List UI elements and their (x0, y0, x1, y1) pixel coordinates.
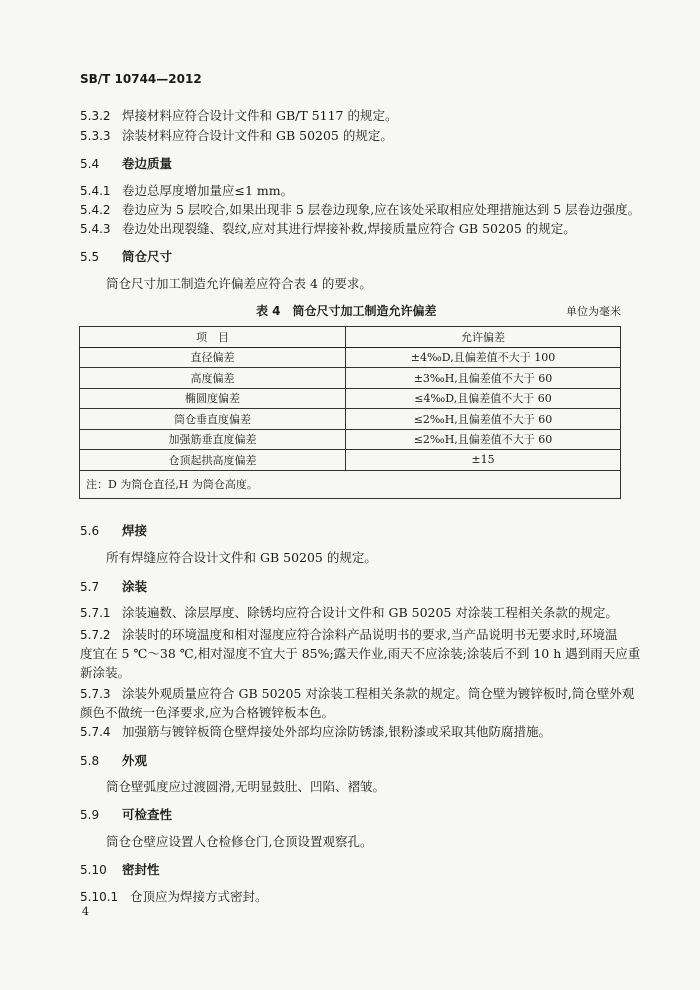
table-cell-tolerance: ±3‰H,且偏差值不大于 60 (346, 368, 621, 389)
table-cell-tolerance: ≤2‰H,且偏差值不大于 60 (346, 429, 621, 450)
clause-text-line: 涂装时的环境温度和相对湿度应符合涂料产品说明书的要求,当产品说明书无要求时,环境温 (122, 627, 618, 642)
clause-number: 5.7.2 (80, 628, 111, 642)
clause-number: 5.7.3 (80, 687, 111, 701)
section-number: 5.7 (80, 580, 100, 594)
clause-5-7-3-continuation: 颜色不做统一色泽要求,应为合格镀锌板本色。 (80, 705, 334, 720)
table-row (80, 450, 621, 471)
standard-code: SB/T 10744—2012 (80, 72, 202, 86)
clause-number: 5.4.3 (80, 222, 111, 236)
table-cell-item: 椭圆度偏差 (80, 388, 346, 409)
section-number: 5.5 (80, 250, 100, 264)
clause-text: 涂装遍数、涂层厚度、除锈均应符合设计文件和 GB 50205 对涂装工程相关条款的规定。 (122, 605, 618, 620)
table-cell-item: 加强筋垂直度偏差 (80, 429, 346, 450)
clause-text: 卷边总厚度增加量应≤1 mm。 (122, 183, 294, 198)
table-cell-tolerance: ±15 (346, 450, 621, 471)
table-cell-item: 筒仓垂直度偏差 (80, 409, 346, 430)
table-title: 表 4 筒仓尺寸加工制造允许偏差 (256, 304, 437, 318)
section-number: 5.10 (80, 863, 107, 877)
clause-5-10-1 (80, 887, 268, 905)
clause-5-7-2-continuation: 新涂装。 (80, 665, 131, 680)
clause-text: 卷边应为 5 层咬合,如果出现非 5 层卷边现象,应在该处采取相应处理措施达到 5 层卷边强度。 (122, 202, 641, 217)
clause-5-7-2-continuation: 度宜在 5 ℃～38 ℃,相对湿度不宜大于 85%;露天作业,雨天不应涂装;涂装后不到 10 h 遇到雨天应重 (80, 646, 641, 661)
section-title: 卷边质量 (122, 156, 173, 171)
section-heading-5-6 (80, 521, 147, 539)
clause-text: 卷边处出现裂缝、裂纹,应对其进行焊接补救,焊接质量应符合 GB 50205 的规定。 (122, 221, 576, 236)
clause-5-7-1 (80, 603, 618, 621)
section-number: 5.4 (80, 157, 100, 171)
table-row (80, 429, 621, 450)
table-note-row (80, 470, 621, 498)
clause-text: 焊接材料应符合设计文件和 GB/T 5117 的规定。 (122, 108, 398, 123)
section-body-5-8: 筒仓壁弧度应过渡圆滑,无明显鼓肚、凹陷、褶皱。 (106, 779, 385, 794)
clause-5-3-3 (80, 126, 393, 144)
clause-5-4-1 (80, 181, 293, 199)
table-row (80, 409, 621, 430)
clause-text: 加强筋与镀锌板筒仓壁焊接处外部均应涂防锈漆,银粉漆或采取其他防腐措施。 (122, 724, 551, 739)
section-heading-5-10 (80, 860, 160, 878)
section-title: 外观 (122, 753, 148, 768)
section-heading-5-4 (80, 154, 172, 172)
page-number: 4 (82, 905, 89, 918)
section-title: 密封性 (122, 862, 160, 877)
table-cell-item: 直径偏差 (80, 347, 346, 368)
section-body-5-9: 筒仓仓壁应设置人仓检修仓门,仓顶设置观察孔。 (106, 834, 373, 849)
section-heading-5-9 (80, 805, 172, 823)
clause-5-3-2 (80, 106, 397, 124)
clause-number: 5.7.4 (80, 725, 111, 739)
table-cell-tolerance: ≤4‰D,且偏差值不大于 60 (346, 388, 621, 409)
table-cell-tolerance: ≤2‰H,且偏差值不大于 60 (346, 409, 621, 430)
clause-5-4-2 (80, 200, 640, 218)
section-body-5-5: 筒仓尺寸加工制造允许偏差应符合表 4 的要求。 (106, 276, 372, 291)
clause-5-7-2 (80, 625, 617, 643)
section-heading-5-7 (80, 577, 147, 595)
clause-number: 5.10.1 (80, 890, 119, 904)
clause-number: 5.7.1 (80, 606, 111, 620)
table-cell-tolerance: ±4‰D,且偏差值不大于 100 (346, 347, 621, 368)
section-title: 涂装 (122, 579, 148, 594)
table-note: 注：D 为筒仓直径,H 为筒仓高度。 (80, 470, 621, 498)
table-header-row (80, 327, 621, 348)
table-header-cell: 项 目 (80, 327, 346, 348)
tolerance-table (79, 326, 621, 499)
clause-5-7-4 (80, 722, 551, 740)
table-unit: 单位为毫米 (566, 305, 621, 318)
clause-5-7-3 (80, 684, 634, 702)
section-heading-5-5 (80, 247, 172, 265)
section-body-5-6: 所有焊缝应符合设计文件和 GB 50205 的规定。 (106, 550, 377, 565)
table-row (80, 347, 621, 368)
section-number: 5.8 (80, 754, 100, 768)
clause-5-4-3 (80, 219, 576, 237)
clause-number: 5.4.2 (80, 203, 111, 217)
clause-number: 5.3.3 (80, 129, 111, 143)
clause-text: 仓顶应为焊接方式密封。 (130, 889, 268, 904)
section-number: 5.6 (80, 524, 100, 538)
section-number: 5.9 (80, 808, 100, 822)
clause-text: 涂装材料应符合设计文件和 GB 50205 的规定。 (122, 128, 393, 143)
clause-number: 5.4.1 (80, 184, 111, 198)
table-cell-item: 仓顶起拱高度偏差 (80, 450, 346, 471)
section-title: 焊接 (122, 523, 148, 538)
section-title: 筒仓尺寸 (122, 249, 173, 264)
section-heading-5-8 (80, 751, 147, 769)
table-row (80, 388, 621, 409)
clause-number: 5.3.2 (80, 109, 111, 123)
table-row (80, 368, 621, 389)
section-title: 可检查性 (122, 807, 173, 822)
table-header-cell: 允许偏差 (346, 327, 621, 348)
table-cell-item: 高度偏差 (80, 368, 346, 389)
clause-text-line: 涂装外观质量应符合 GB 50205 对涂装工程相关条款的规定。筒仓壁为镀锌板时,筒仓壁外观 (122, 686, 635, 701)
